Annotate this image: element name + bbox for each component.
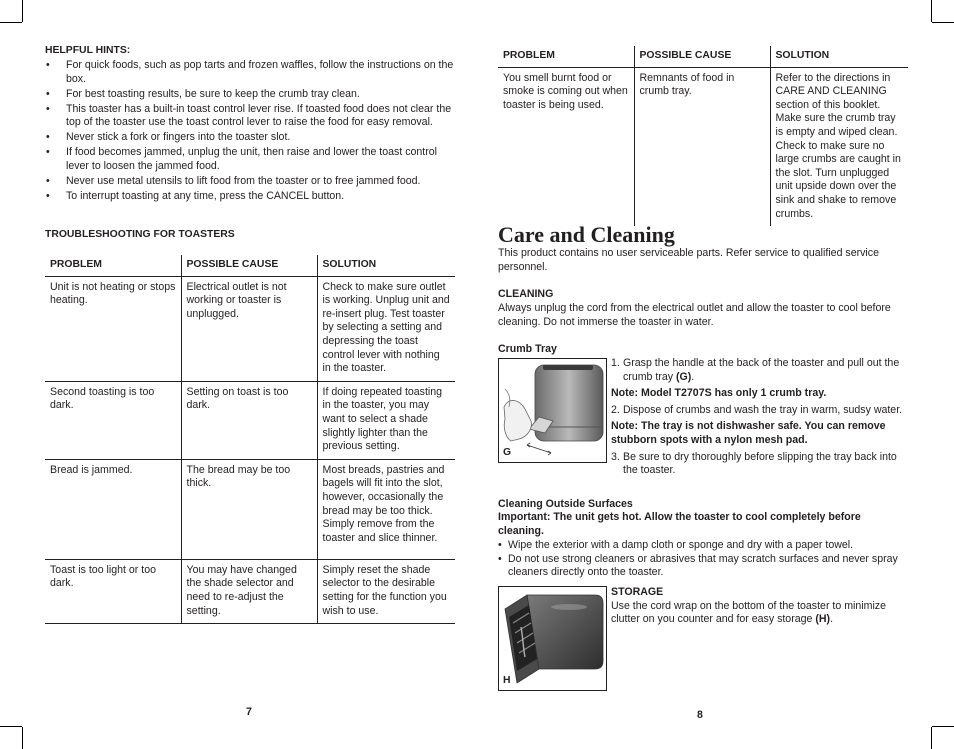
figure-label-h: H bbox=[503, 675, 511, 687]
outside-surfaces-heading: Cleaning Outside Surfaces bbox=[498, 498, 633, 510]
cleaning-heading: CLEANING bbox=[498, 288, 554, 300]
crop-mark bbox=[0, 726, 22, 727]
table-cell: You smell burnt food or smoke is coming out when toaster is being used. bbox=[503, 71, 628, 111]
crop-mark bbox=[931, 0, 932, 22]
troubleshooting-heading: TROUBLESHOOTING FOR TOASTERS bbox=[45, 229, 235, 240]
list-item: • Wipe the exterior with a damp cloth or sponge and dry with a paper towel. bbox=[498, 539, 854, 551]
crumb-step-1: 1. Grasp the handle at the back of the toaster and pull out the crumb tray (G). bbox=[611, 357, 900, 383]
care-intro-text: This product contains no user serviceable parts. Refer service to qualified service personnel. bbox=[498, 247, 879, 273]
column-header: PROBLEM bbox=[45, 255, 181, 276]
table-cell: Most breads, pastries and bagels will fit into the slot, however, occasionally the bread may be too thick. Simply remove from the toaster and slice thinner. bbox=[317, 459, 455, 559]
storage-heading: STORAGE bbox=[611, 586, 664, 598]
care-and-cleaning-title: Care and Cleaning bbox=[498, 222, 675, 247]
table-row bbox=[45, 559, 455, 623]
cleaning-text: Always unplug the cord from the electrical outlet and allow the toaster to cool before cleaning. Do not immerse the toaster in water. bbox=[498, 302, 891, 328]
table-row bbox=[45, 381, 455, 459]
table-cell: The bread may be too thick. bbox=[181, 459, 317, 559]
table-cell: Unit is not heating or stops heating. bbox=[45, 276, 181, 381]
storage-text: Use the cord wrap on the bottom of the toaster to minimize clutter on you counter and for easy storage (H). bbox=[611, 599, 886, 626]
column-header: PROBLEM bbox=[498, 46, 634, 67]
storage-figure bbox=[498, 586, 607, 691]
table-cell: Check to make sure outlet is working. Unplug unit and re-insert plug. Test toaster by selecting a setting and depressing the toast control lever with nothing in the toaster. bbox=[317, 276, 455, 381]
column-header: POSSIBLE CAUSE bbox=[181, 255, 317, 276]
column-header: POSSIBLE CAUSE bbox=[634, 46, 770, 67]
crumb-step-3: 3. Be sure to dry thoroughly before slipping the tray back into the toaster. bbox=[611, 450, 897, 477]
crop-mark bbox=[22, 727, 23, 749]
figure-label-g: G bbox=[503, 447, 512, 459]
table-header-row bbox=[45, 255, 455, 276]
crop-mark bbox=[22, 0, 23, 22]
crumb-note-2: Note: The tray is not dishwasher safe. You can remove stubborn spots with a nylon mesh pad. bbox=[611, 420, 886, 446]
helpful-hints-heading: HELPFUL HINTS: bbox=[45, 45, 131, 56]
table-row bbox=[498, 67, 908, 226]
outside-bullets bbox=[498, 539, 910, 580]
table-cell: Simply reset the shade selector to the desirable setting for the function you wish to use. bbox=[317, 559, 455, 623]
column-header: SOLUTION bbox=[317, 255, 455, 276]
table-cell: Refer to the directions in CARE AND CLEANING section of this booklet. Make sure the crumb tray is empty and wiped clean. Check to make sure no large crumbs are caught in the slot. Turn unplugged unit upside down over the sink and shake to remove crumbs. bbox=[770, 67, 908, 226]
crop-mark bbox=[932, 22, 954, 23]
hint-item: • For quick foods, such as pop tarts and frozen waffles, follow the instructions on the box. bbox=[46, 59, 454, 85]
table-cell: Toast is too light or too dark. bbox=[45, 559, 181, 623]
table-cell: Second toasting is too dark. bbox=[45, 381, 181, 459]
crumb-note-1: Note: Model T2707S has only 1 crumb tray. bbox=[611, 387, 827, 400]
crumb-tray-heading: Crumb Tray bbox=[498, 343, 557, 355]
helpful-hints-list bbox=[45, 59, 461, 205]
hint-item: • To interrupt toasting at any time, press the CANCEL button. bbox=[46, 189, 345, 202]
troubleshooting-table-continued bbox=[498, 46, 908, 226]
table-cell: Setting on toast is too dark. bbox=[181, 381, 317, 459]
table-cell: Bread is jammed. bbox=[45, 459, 181, 559]
crop-mark bbox=[932, 726, 954, 727]
toaster-crumb-tray-illustration bbox=[499, 359, 606, 462]
hint-item: • Never stick a fork or fingers into the toaster slot. bbox=[46, 131, 291, 144]
table-row bbox=[45, 459, 455, 559]
toaster-cord-wrap-illustration bbox=[499, 587, 606, 690]
crumb-tray-steps bbox=[611, 357, 911, 478]
troubleshooting-table bbox=[45, 255, 455, 624]
table-cell: You may have changed the shade selector and need to re-adjust the setting. bbox=[181, 559, 317, 623]
hint-item: • This toaster has a built-in toast control lever rise. If toasted food does not clear the top of the toaster use the toast control lever to raise the food for easy removal. bbox=[46, 102, 452, 129]
list-item: • Do not use strong cleaners or abrasives that may scratch surfaces and never spray cleaners directly onto the toaster. bbox=[498, 552, 898, 579]
table-cell: Electrical outlet is not working or toaster is unplugged. bbox=[181, 276, 317, 381]
crumb-step-2: 2. Dispose of crumbs and wash the tray in warm, sudsy water. bbox=[611, 403, 903, 416]
table-header-row bbox=[498, 46, 908, 67]
column-header: SOLUTION bbox=[770, 46, 908, 67]
crop-mark bbox=[931, 727, 932, 749]
crumb-tray-figure bbox=[498, 358, 607, 463]
hint-item: • Never use metal utensils to lift food from the toaster or to free jammed food. bbox=[46, 174, 421, 187]
outside-important-note: Important: The unit gets hot. Allow the toaster to cool completely before cleaning. bbox=[498, 511, 861, 537]
page-number: 8 bbox=[697, 709, 703, 721]
storage-section bbox=[611, 586, 911, 627]
hint-item: • If food becomes jammed, unplug the unit, then raise and lower the toast control lever to loosen the jammed food. bbox=[46, 146, 437, 172]
page-number: 7 bbox=[246, 706, 252, 718]
table-cell: If doing repeated toasting in the toaster, you may want to select a shade slightly lighter than the previous setting. bbox=[317, 381, 455, 459]
hint-item: • For best toasting results, be sure to keep the crumb tray clean. bbox=[46, 87, 360, 100]
table-cell: Remnants of food in crumb tray. bbox=[634, 67, 770, 226]
table-row bbox=[45, 276, 455, 381]
crop-mark bbox=[0, 22, 22, 23]
